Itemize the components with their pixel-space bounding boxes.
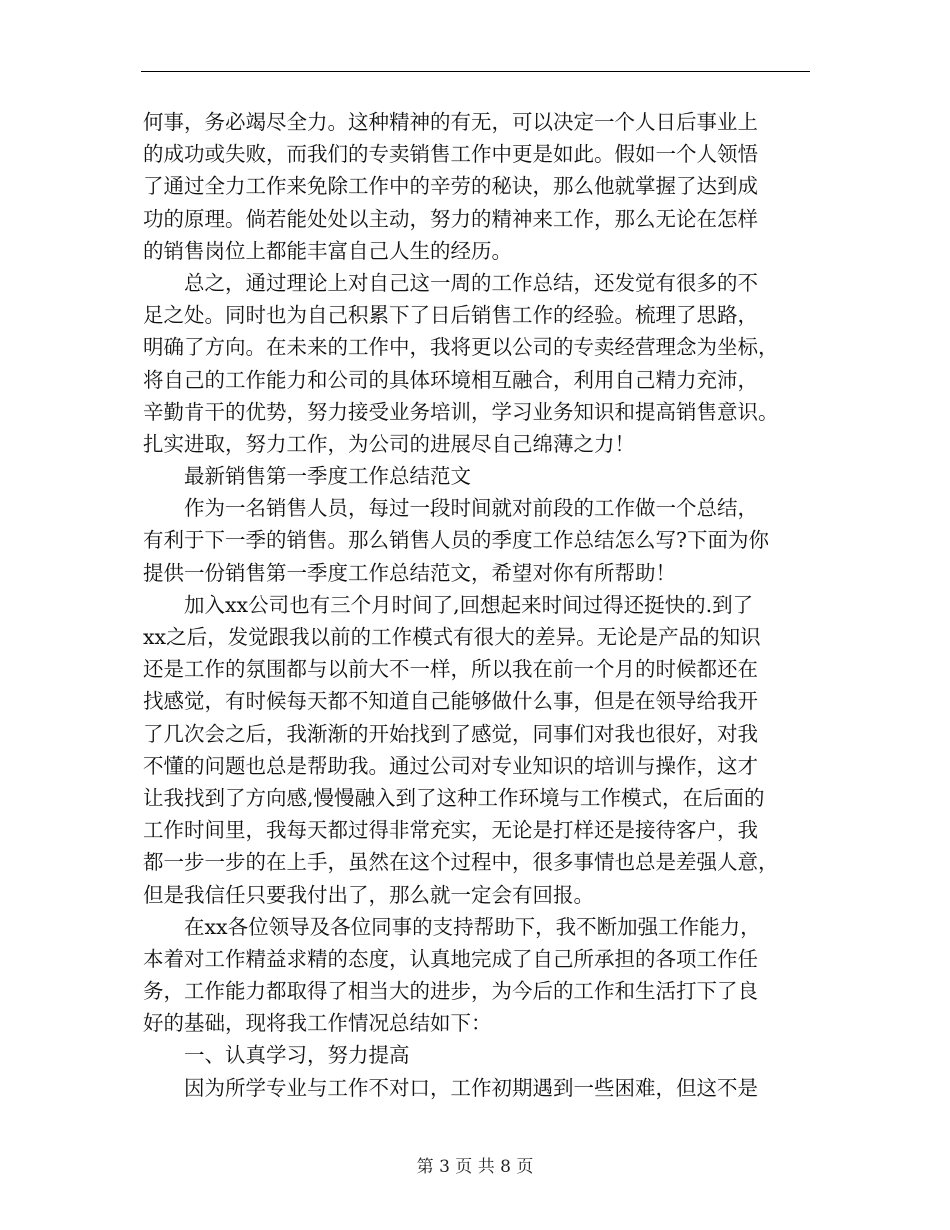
section-title: 最新销售第一季度工作总结范文 [143, 464, 471, 489]
text-line: 辛勤肯干的优势，努力接受业务培训，学习业务知识和提高销售意识。 [143, 399, 779, 424]
text-line: 功的原理。倘若能处处以主动，努力的精神来工作，那么无论在怎样 [143, 206, 758, 231]
text-line: 扎实进取，努力工作，为公司的进展尽自己绵薄之力！ [143, 431, 635, 456]
text-line: 找感觉，有时候每天都不知道自己能够做什么事，但是在领导给我开 [143, 689, 758, 714]
text-line: 工作时间里，我每天都过得非常充实，无论是打样还是接待客户，我 [143, 818, 758, 843]
header-rule [141, 71, 810, 72]
text-line: 明确了方向。在未来的工作中，我将更以公司的专卖经营理念为坐标， [143, 335, 779, 360]
text-line: xx之后，发觉跟我以前的工作模式有很大的差异。无论是产品的知识 [143, 625, 761, 649]
text-line: 让我找到了方向感,慢慢融入到了这种工作环境与工作模式，在后面的 [143, 785, 765, 810]
text-line: 务，工作能力都取得了相当大的进步，为今后的工作和生活打下了良 [143, 979, 758, 1004]
text-line: 加入xx公司也有三个月时间了,回想起来时间过得还挺快的.到了 [143, 592, 754, 617]
text-line: 本着对工作精益求精的态度，认真地完成了自己所承担的各项工作任 [143, 946, 758, 971]
text-line: 了通过全力工作来免除工作中的辛劳的秘诀，那么他就掌握了达到成 [143, 174, 758, 199]
text-line: 但是我信任只要我付出了，那么就一定会有回报。 [143, 882, 594, 907]
page-footer: 第 3 页 共 8 页 [416, 1157, 534, 1177]
section-heading: 一、认真学习，努力提高 [143, 1043, 410, 1068]
body-text [143, 106, 823, 1104]
text-line: 都一步一步的在上手，虽然在这个过程中，很多事情也总是差强人意， [143, 850, 779, 875]
text-line: 将自己的工作能力和公司的具体环境相互融合，利用自己精力充沛， [143, 367, 758, 392]
text-line: 总之，通过理论上对自己这一周的工作总结，还发觉有很多的不 [143, 270, 758, 295]
text-line: 有利于下一季的销售。那么销售人员的季度工作总结怎么写?下面为你 [143, 528, 769, 553]
text-line: 足之处。同时也为自己积累下了日后销售工作的经验。梳理了思路， [143, 303, 758, 328]
text-line: 还是工作的氛围都与以前大不一样，所以我在前一个月的时候都还在 [143, 657, 758, 682]
text-line: 何事，务必竭尽全力。这种精神的有无，可以决定一个人日后事业上 [143, 110, 758, 134]
text-line: 的销售岗位上都能丰富自己人生的经历。 [143, 238, 512, 263]
text-line: 因为所学专业与工作不对口，工作初期遇到一些困难，但这不是 [143, 1075, 758, 1100]
text-line: 了几次会之后，我渐渐的开始找到了感觉，同事们对我也很好，对我 [143, 721, 758, 746]
text-line: 提供一份销售第一季度工作总结范文，希望对你有所帮助！ [143, 560, 676, 585]
text-line: 的成功或失败，而我们的专卖销售工作中更是如此。假如一个人领悟 [143, 142, 758, 167]
text-line: 不懂的问题也总是帮助我。通过公司对专业知识的培训与操作，这才 [143, 753, 758, 778]
text-line: 好的基础，现将我工作情况总结如下： [143, 1011, 492, 1036]
text-line: 在xx各位领导及各位同事的支持帮助下，我不断加强工作能力， [143, 914, 761, 939]
text-line: 作为一名销售人员，每过一段时间就对前段的工作做一个总结， [143, 496, 758, 521]
